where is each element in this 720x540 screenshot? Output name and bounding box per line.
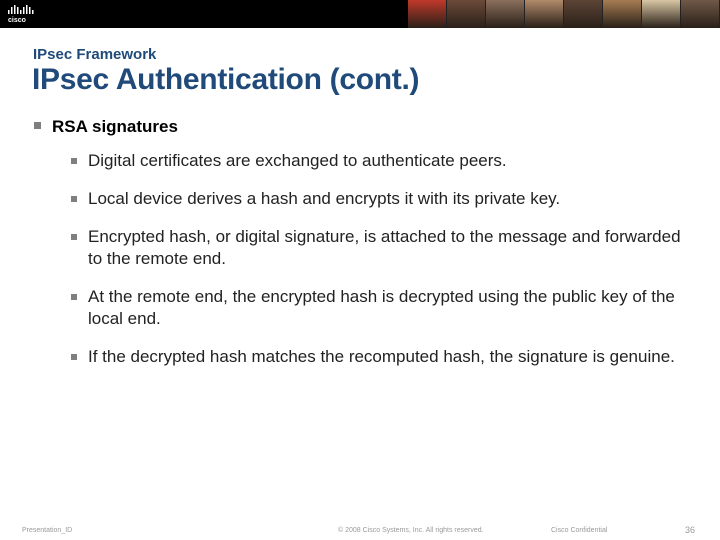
main-bullet-text: RSA signatures — [52, 117, 178, 136]
square-bullet-icon — [71, 234, 77, 240]
sub-bullet-text: Digital certificates are exchanged to authenticate peers. — [88, 151, 507, 170]
cisco-logo — [7, 4, 43, 24]
header-photo — [408, 0, 447, 28]
sub-bullet — [70, 188, 690, 210]
slide-title: IPsec Authentication (cont.) — [32, 63, 420, 96]
sub-bullet — [70, 346, 690, 368]
sub-bullet-text: If the decrypted hash matches the recomputed hash, the signature is genuine. — [88, 347, 675, 366]
sub-bullet-list — [70, 150, 690, 384]
square-bullet-icon — [71, 158, 77, 164]
header-photo — [564, 0, 603, 28]
footer-presentation-id: Presentation_ID — [22, 527, 73, 534]
header-photo — [642, 0, 681, 28]
header-banner — [0, 0, 720, 28]
page-number: 36 — [685, 525, 696, 535]
sub-bullet — [70, 226, 690, 270]
footer-confidential: Cisco Confidential — [551, 527, 608, 534]
sub-bullet-text: At the remote end, the encrypted hash is decrypted using the public key of the local end. — [88, 287, 675, 328]
square-bullet-icon — [71, 196, 77, 202]
header-photo — [681, 0, 720, 28]
sub-bullet-text: Encrypted hash, or digital signature, is attached to the message and forwarded to the remote end. — [88, 227, 681, 268]
square-bullet-icon — [71, 354, 77, 360]
header-photo — [525, 0, 564, 28]
sub-bullet — [70, 286, 690, 330]
sub-bullet-text: Local device derives a hash and encrypts it with its private key. — [88, 189, 561, 208]
logo-wordmark: cisco — [8, 17, 26, 24]
slide-subtitle: IPsec Framework — [33, 46, 157, 63]
sub-bullet — [70, 150, 690, 172]
footer-copyright: © 2008 Cisco Systems, Inc. All rights reserved. — [338, 527, 484, 534]
header-photo — [603, 0, 642, 28]
main-bullet — [34, 117, 178, 137]
header-photo — [486, 0, 525, 28]
photo-strip — [408, 0, 720, 28]
square-bullet-icon — [71, 294, 77, 300]
square-bullet-icon — [34, 122, 41, 129]
header-photo — [447, 0, 486, 28]
